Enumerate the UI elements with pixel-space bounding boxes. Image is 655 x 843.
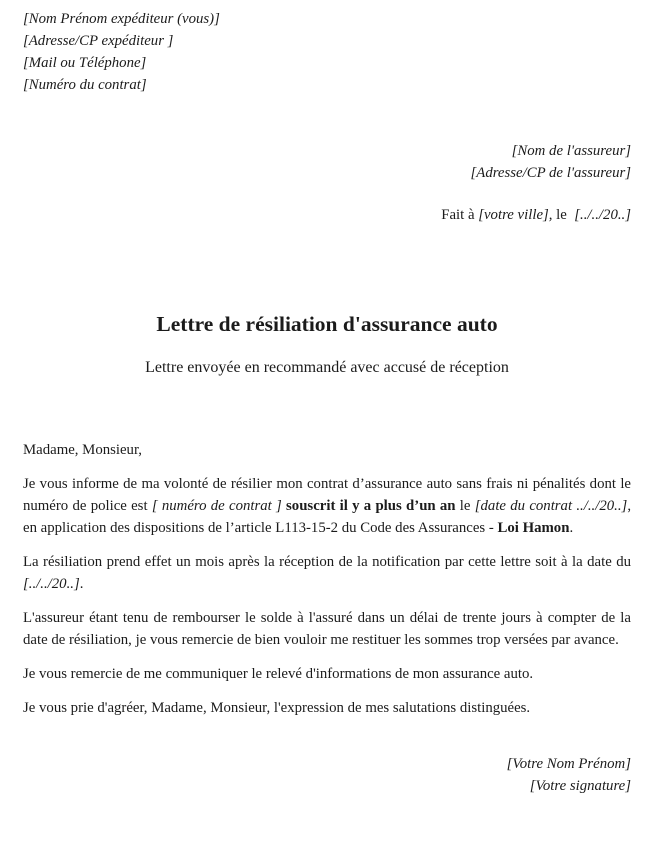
sender-contract-line: [Numéro du contrat] bbox=[23, 77, 147, 93]
paragraph-2: La résiliation prend effet un mois après la réception de la notification par cette lettre soit à la date du [../../20..]. bbox=[23, 554, 631, 592]
paragraph-1: Je vous informe de ma volonté de résilier mon contrat d’assurance auto sans frais ni pénalités dont le numéro de police est [ numéro de contrat ] souscrit il y a plus d’un an le [date du contrat ../../20..], en application des dispositions de l’article L113-15-2 du Code des Assurances - Loi Hamon. bbox=[23, 476, 632, 536]
paragraph-5: Je vous prie d'agréer, Madame, Monsieur, l'expression de mes salutations distinguées. bbox=[23, 700, 531, 716]
recipient-name-line: [Nom de l'assureur] bbox=[511, 143, 631, 159]
recipient-address-line: [Adresse/CP de l'assureur] bbox=[470, 165, 631, 181]
sender-contact-line: [Mail ou Téléphone] bbox=[23, 55, 147, 71]
sender-name-line: [Nom Prénom expéditeur (vous)] bbox=[23, 11, 220, 27]
signature-sign-line: [Votre signature] bbox=[529, 778, 631, 794]
paragraph-4: Je vous remercie de me communiquer le relevé d'informations de mon assurance auto. bbox=[23, 666, 534, 682]
sender-block bbox=[23, 8, 631, 96]
salutation: Madame, Monsieur, bbox=[23, 442, 142, 458]
signature-name-line: [Votre Nom Prénom] bbox=[506, 756, 631, 772]
paragraph-3: L'assureur étant tenu de rembourser le solde à l'assuré dans un délai de trente jours à compter de la date de résiliation, je vous remercie de bien vouloir me restituer les sommes trop versées par avance. bbox=[23, 610, 631, 648]
date-line: Fait à [votre ville], le [../../20..] bbox=[441, 207, 631, 223]
letter-title: Lettre de résiliation d'assurance auto bbox=[156, 312, 498, 336]
recipient-block bbox=[23, 140, 631, 184]
sender-address-line: [Adresse/CP expéditeur ] bbox=[23, 33, 174, 49]
letter-subtitle: Lettre envoyée en recommandé avec accusé de réception bbox=[145, 359, 509, 376]
signature-block bbox=[23, 753, 631, 797]
